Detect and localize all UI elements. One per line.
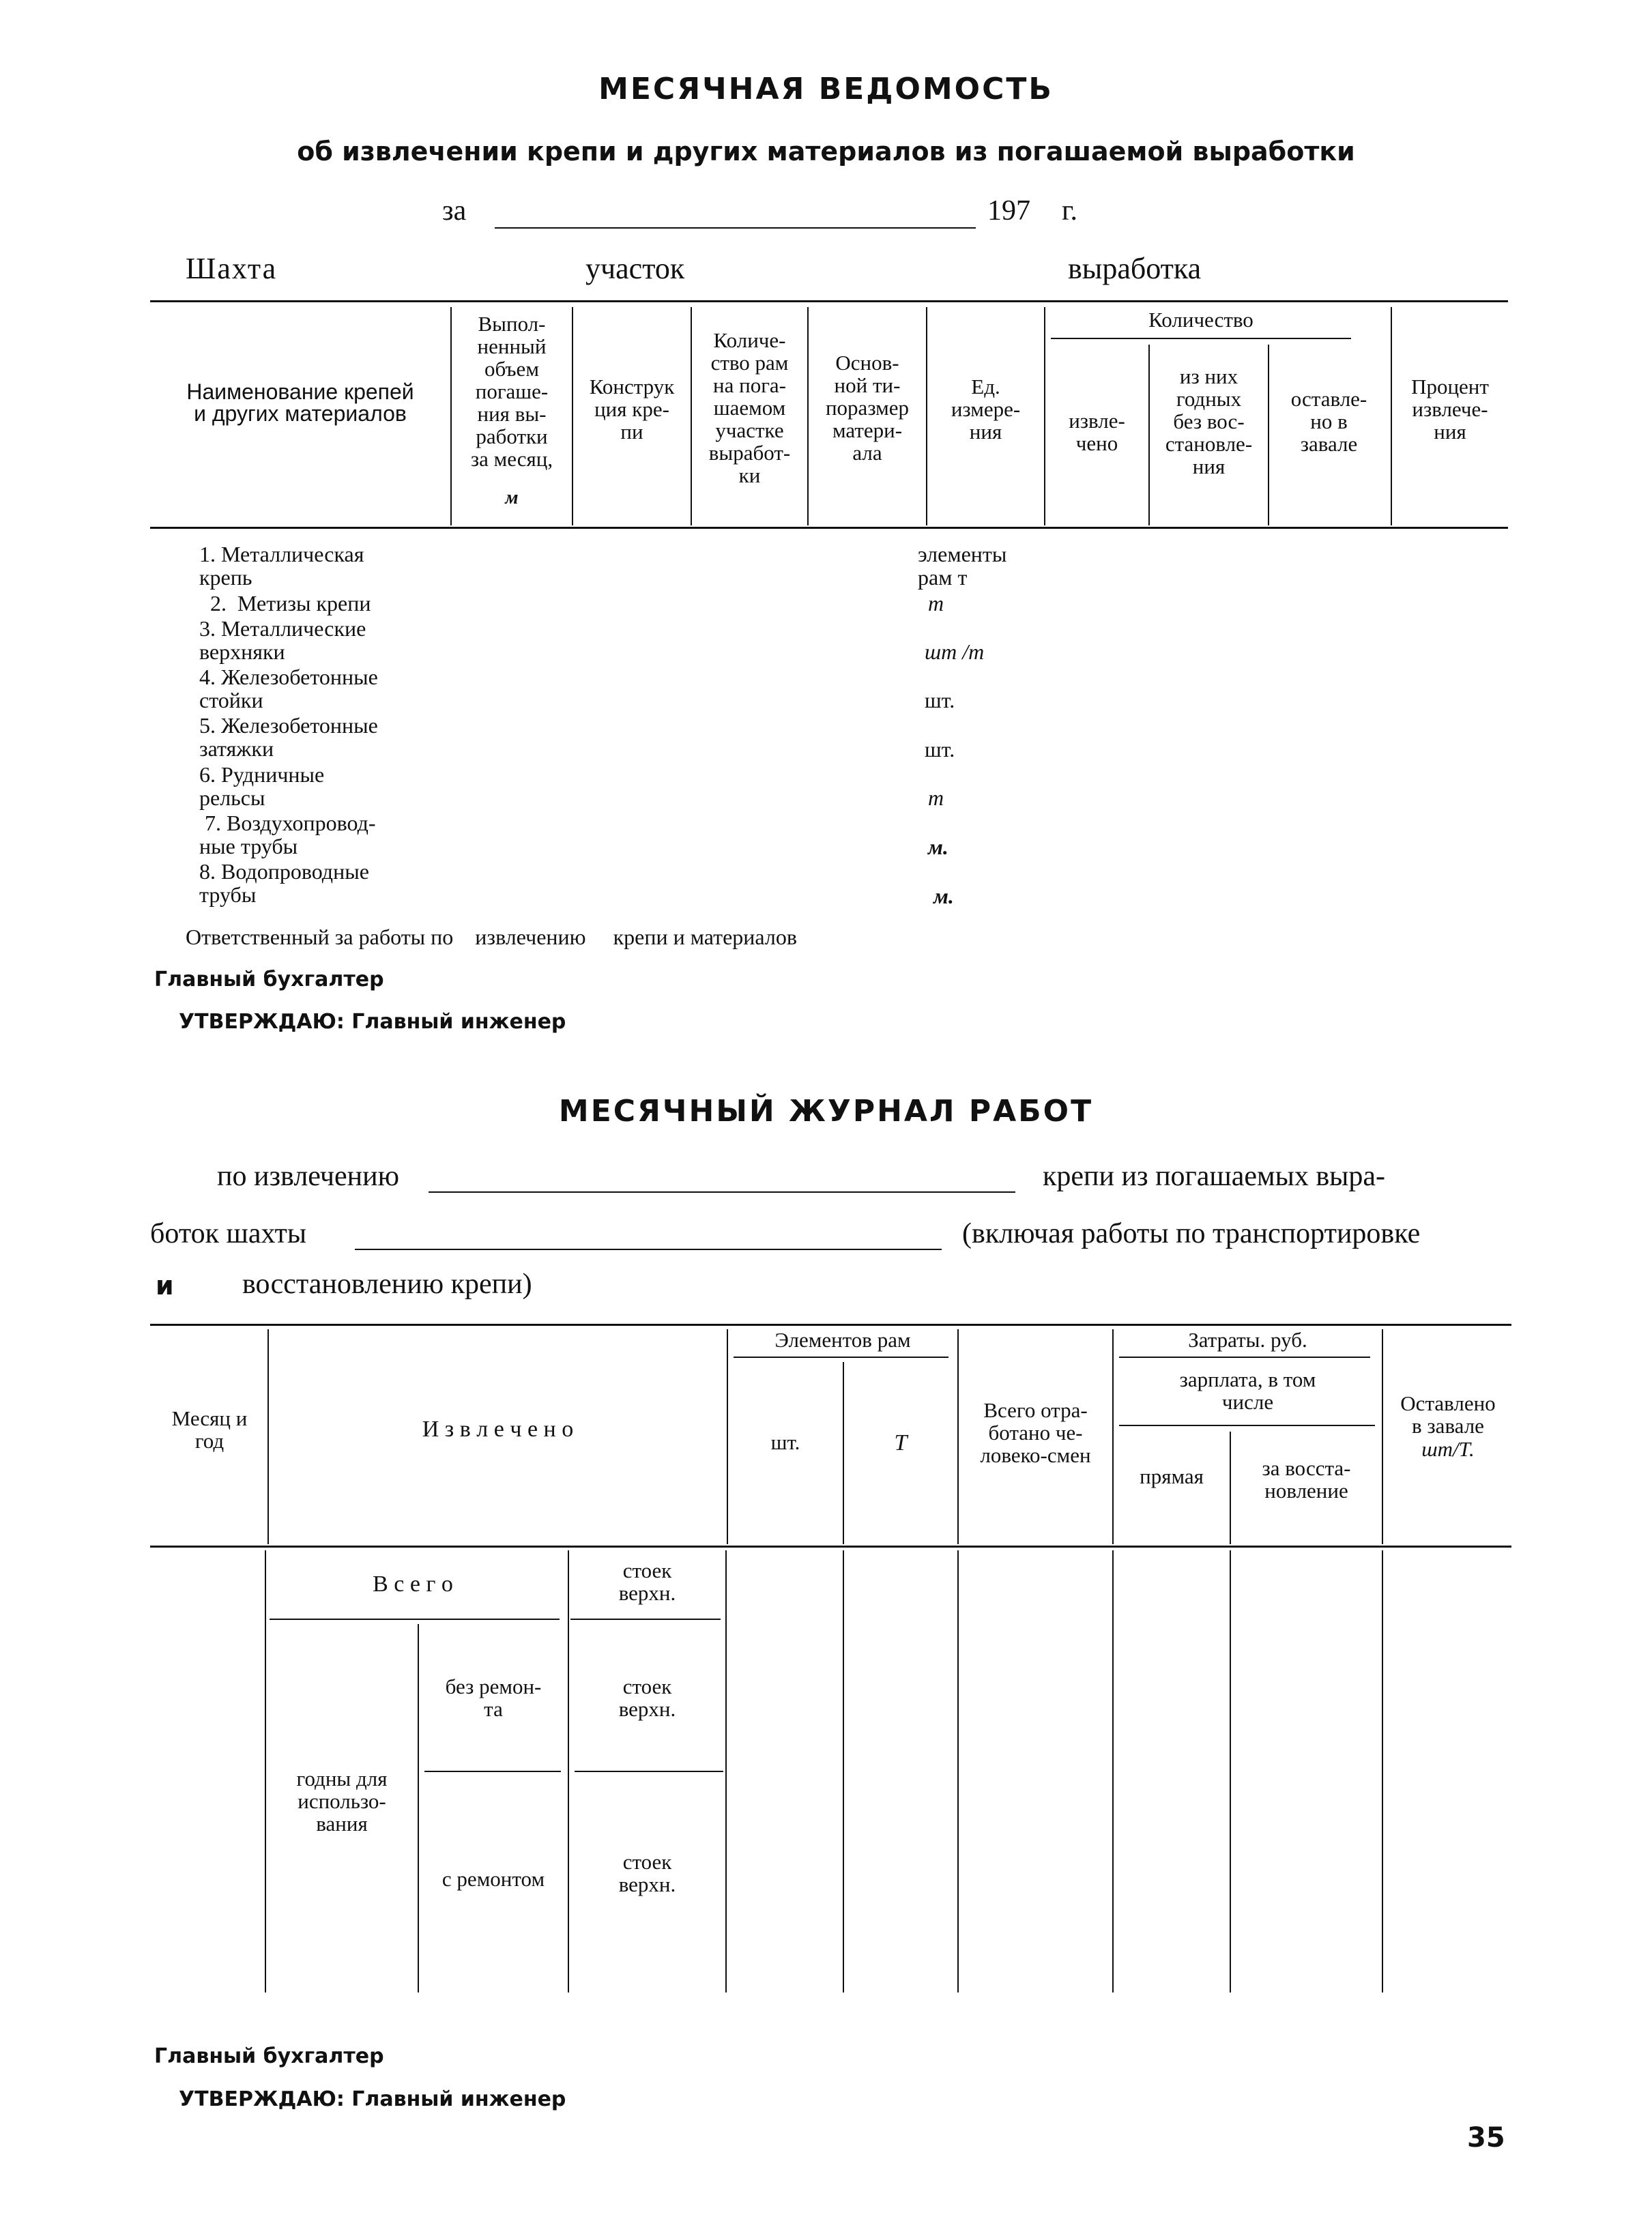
mine-label: Шахта [186,252,278,285]
table1-bottom-rule [150,527,1508,529]
header-name: Наименование крепей и других материалов [186,379,414,426]
header-extracted: извле- чено [1069,409,1125,455]
journal-line1b: крепи из погашаемых выра- [1043,1161,1386,1192]
table2-divider [1119,1357,1370,1358]
table1-divider [1051,338,1351,339]
list-item: 1. Металлическая крепь [199,542,364,590]
row-with-repair-unit: стоек верхн. [618,1850,676,1896]
table2-body-divider [1112,1550,1114,1993]
list-item: 7. Воздухопровод- ные трубы [199,811,376,858]
j-header-extracted: И з в л е ч е н о [422,1417,574,1442]
list-item: 3. Металлические верхняки [199,616,366,664]
item-unit: шт. [925,688,955,712]
row-total-label: В с е г о [373,1571,453,1597]
j-header-frames: Элементов рам [774,1328,911,1352]
journal-title: МЕСЯЧНЫЙ ЖУРНАЛ РАБОТ [558,1094,1094,1129]
row-no-repair-unit: стоек верхн. [618,1675,676,1721]
list-item: 8. Водопроводные трубы [199,859,369,907]
row-total-unit: стоек верхн. [618,1559,676,1605]
table2-body-divider [1230,1550,1231,1993]
item-unit: т [928,785,944,810]
item-unit: элементы рам т [918,542,1007,590]
table2-body-divider [843,1550,844,1993]
header-unit: Ед. измере- ния [951,375,1021,444]
j-header-costs: Затраты. руб. [1188,1328,1307,1352]
period-year-suffix: г. [1062,195,1077,227]
journal-blank1 [429,1191,1015,1193]
period-label: за [442,195,467,227]
header-size: Основ- ной ти- поразмер матери- ала [825,351,910,465]
approve-line: УТВЕРЖДАЮ: Главный инженер [179,2087,566,2111]
header-percent: Процент извлече- ния [1411,375,1489,444]
table2-divider [734,1357,948,1358]
item-unit: м. [933,884,954,908]
journal-line3b: восстановлению крепи) [242,1269,532,1300]
row-with-repair-label: с ремонтом [441,1867,545,1891]
j-header-wages: зарплата, в том числе [1179,1367,1316,1414]
header-usable: из них годных без вос- становле- ния [1165,364,1253,478]
table2-body-divider [1382,1550,1383,1993]
vedomost-title: МЕСЯЧНАЯ ВЕДОМОСТЬ [598,72,1054,106]
table2-body-rule [570,1619,721,1620]
j-header-left-unit: шт/Т. [1421,1437,1475,1461]
approve-line: УТВЕРЖДАЮ: Главный инженер [179,1010,566,1034]
vedomost-subtitle: об извлечении крепи и других материалов из погашаемой выработки [297,136,1355,166]
table2-body-rule [270,1619,560,1620]
chief-accountant: Главный бухгалтер [154,2044,384,2068]
responsible-line: Ответственный за работы по извлечению крепи и материалов [186,925,797,949]
table2-body-rule [575,1771,723,1772]
working-label: выработка [1068,252,1202,285]
table2-divider [1112,1329,1114,1544]
list-item: 5. Железобетонные затяжки [199,713,378,761]
list-item: 2. Метизы крепи [199,591,371,615]
table2-body-divider [725,1550,727,1993]
table2-body-rule [424,1771,561,1772]
header-volume-unit: м [505,487,519,508]
table2-body-divider [568,1550,569,1993]
list-item: 4. Железобетонные стойки [199,665,378,712]
section-label: участок [585,252,685,285]
row-no-repair-label: без ремон- та [445,1675,542,1721]
page-number: 35 [1467,2122,1505,2154]
item-unit: м. [928,835,948,859]
table2-header-rule [150,1546,1511,1548]
item-unit: шт. [925,737,955,762]
journal-blank2 [355,1249,942,1250]
table2-body-divider [957,1550,959,1993]
j-header-restore: за восста- новление [1262,1456,1351,1503]
period-year: 197 [987,195,1030,227]
row-usable-label: годны для использо- вания [296,1767,388,1836]
table2-divider [1119,1425,1375,1426]
list-item: 6. Рудничные рельсы [199,762,325,810]
journal-line1a: по извлечению [217,1161,399,1192]
table2-top-rule [150,1324,1511,1326]
header-left-in-cave: оставле- но в завале [1290,387,1367,456]
header-frames: Количе- ство рам на пога- шаемом участке выработ- ки [708,328,791,487]
j-header-left: Оставлено в завале [1400,1391,1496,1438]
header-quantity: Количество [1148,308,1254,332]
table1-top-rule [150,300,1508,302]
j-header-direct: прямая [1140,1464,1204,1488]
header-volume: Выпол- ненный объем погаше- ния вы- работки за месяц, [470,312,553,471]
journal-line2b: (включая работы по транспортировке [962,1218,1421,1249]
j-header-shifts: Всего отра- ботано че- ловеко-смен [980,1398,1091,1467]
journal-line2a: боток шахты [150,1218,307,1249]
item-unit: т [928,591,944,615]
header-construction: Конструк ция кре- пи [589,375,675,444]
journal-line3a: и [156,1271,174,1301]
j-header-pcs: шт. [770,1430,800,1454]
item-unit: шт /т [925,639,985,664]
j-header-month: Месяц и год [171,1406,248,1453]
chief-accountant: Главный бухгалтер [154,968,384,991]
period-blank [495,227,976,229]
j-header-t: Т [894,1430,908,1455]
